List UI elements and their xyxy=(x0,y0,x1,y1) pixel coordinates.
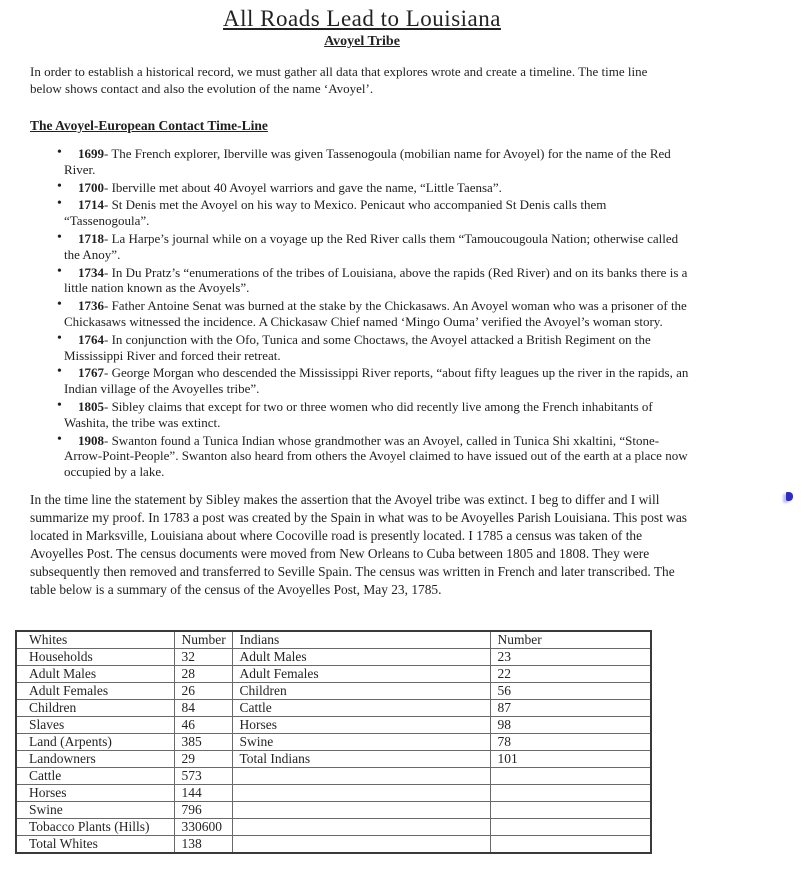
timeline-year: 1700 xyxy=(78,179,104,195)
timeline-item-1718 xyxy=(64,231,690,263)
timeline-year: 1734 xyxy=(78,264,104,280)
table-cell: 101 xyxy=(490,751,651,768)
table-cell: 573 xyxy=(174,768,232,785)
table-cell: Total Indians xyxy=(232,751,490,768)
table-row xyxy=(16,819,651,836)
table-row xyxy=(16,683,651,700)
timeline-item-1714 xyxy=(64,197,690,229)
timeline-text: - Sibley claims that except for two or three women who did recently live among the French inhabitants of Washita, the tribe was extinct. xyxy=(64,398,653,430)
page-title: All Roads Lead to Louisiana xyxy=(223,6,501,31)
title-block xyxy=(0,6,724,50)
timeline-text: - St Denis met the Avoyel on his way to Mexico. Penicaut who accompanied St Denis calls them “Tassenogoula”. xyxy=(64,197,607,229)
table-cell: 29 xyxy=(174,751,232,768)
table-row xyxy=(16,717,651,734)
table-cell xyxy=(490,836,651,854)
timeline-list xyxy=(0,146,690,482)
table-cell: Adult Females xyxy=(232,666,490,683)
table-cell: Adult Males xyxy=(16,666,174,683)
table-cell xyxy=(490,785,651,802)
table-row xyxy=(16,751,651,768)
timeline-year: 1908 xyxy=(78,432,104,448)
table-cell: 138 xyxy=(174,836,232,854)
table-row xyxy=(16,700,651,717)
table-cell: Swine xyxy=(232,734,490,751)
table-cell: 84 xyxy=(174,700,232,717)
table-cell: 26 xyxy=(174,683,232,700)
table-cell: 385 xyxy=(174,734,232,751)
table-cell: 78 xyxy=(490,734,651,751)
timeline-year: 1764 xyxy=(78,331,104,347)
timeline-item-1699 xyxy=(64,146,690,178)
column-header-indians: Indians xyxy=(232,631,490,649)
table-cell: Children xyxy=(232,683,490,700)
intro-paragraph: In order to establish a historical record, we must gather all data that explores wrote and create a timeline. The time line below shows contact and also the evolution of the name ‘Avoyel’. xyxy=(30,64,648,96)
table-cell: Total Whites xyxy=(16,836,174,854)
table-cell: 23 xyxy=(490,649,651,666)
table-cell: 28 xyxy=(174,666,232,683)
timeline-heading: The Avoyel-European Contact Time-Line xyxy=(30,118,268,133)
timeline-item-1736 xyxy=(64,298,690,330)
table-cell: Slaves xyxy=(16,717,174,734)
timeline-text: - In Du Pratz’s “enumerations of the tribes of Louisiana, above the rapids (Red River) and on its banks there is a little nation known as the Avoyels”. xyxy=(64,264,688,296)
timeline-year: 1767 xyxy=(78,365,104,381)
table-cell xyxy=(490,819,651,836)
table-cell: Adult Females xyxy=(16,683,174,700)
table-cell: 330600 xyxy=(174,819,232,836)
timeline-text: - Swanton found a Tunica Indian whose grandmother was an Avoyel, called in Tunica Shi xkaltini, “Stone-Arrow-Point-People”. Swanton also heard from others the Avoyel claimed to have issued out of the earth at a place now occupied by a lake. xyxy=(64,432,688,480)
table-cell: 46 xyxy=(174,717,232,734)
table-cell xyxy=(232,819,490,836)
table-cell: Cattle xyxy=(232,700,490,717)
timeline-item-1764 xyxy=(64,332,690,364)
table-cell: Tobacco Plants (Hills) xyxy=(16,819,174,836)
table-cell: 98 xyxy=(490,717,651,734)
table-cell: Horses xyxy=(16,785,174,802)
column-header-indians-number: Number xyxy=(490,631,651,649)
timeline-item-1908 xyxy=(64,433,690,480)
table-row xyxy=(16,802,651,819)
timeline-item-1767 xyxy=(64,365,690,397)
timeline-year: 1736 xyxy=(78,298,104,314)
timeline-text: - Father Antoine Senat was burned at the stake by the Chickasaws. An Avoyel woman who was a prisoner of the Chickasaws witnessed the incidence. A Chickasaw Chief named ‘Mingo Ouma’ verified the Avoyel’s woman story. xyxy=(64,298,687,329)
timeline-text: - The French explorer, Iberville was given Tassenogoula (mobilian name for Avoyel) for the name of the Red River. xyxy=(64,146,671,177)
table-cell: Land (Arpents) xyxy=(16,734,174,751)
timeline-year: 1699 xyxy=(78,146,104,161)
table-cell: 56 xyxy=(490,683,651,700)
timeline-item-1700 xyxy=(64,180,690,196)
table-row xyxy=(16,734,651,751)
blue-ink-mark xyxy=(786,492,793,501)
table-row xyxy=(16,836,651,854)
argument-paragraph: In the time line the statement by Sibley makes the assertion that the Avoyel tribe was extinct. I beg to differ and I will summarize my proof. In 1783 a post was created by the Spain in what was to be Avoyelles Parish Louisiana. This post was located in Marksville, Louisiana about where Cocoville road is presently located. I 1785 a census was taken of the Avoyelles Post. The census documents were moved from New Orleans to Cuba between 1805 and 1808. They were subsequently then removed and transferred to Seville Spain. The census was written in French and later transcribed. The table below is a summary of the census of the Avoyelles Post, May 23, 1785. xyxy=(30,492,688,597)
table-row xyxy=(16,666,651,683)
table-row xyxy=(16,649,651,666)
table-cell: Cattle xyxy=(16,768,174,785)
column-header-whites: Whites xyxy=(16,631,174,649)
table-cell xyxy=(232,768,490,785)
timeline-text: - George Morgan who descended the Mississippi River reports, “about fifty leagues up the river in the rapids, an Indian village of the Avoyelles tribe”. xyxy=(64,365,689,397)
column-header-whites-number: Number xyxy=(174,631,232,649)
timeline-year: 1718 xyxy=(78,230,104,246)
page-subtitle: Avoyel Tribe xyxy=(324,34,400,49)
table-cell xyxy=(232,785,490,802)
table-cell: Adult Males xyxy=(232,649,490,666)
table-header-row xyxy=(16,631,651,649)
table-cell xyxy=(490,802,651,819)
table-cell: Children xyxy=(16,700,174,717)
timeline-text: - La Harpe’s journal while on a voyage up the Red River calls them “Tamoucougoula Nation; otherwise called the Anoy”. xyxy=(64,230,679,262)
timeline-item-1805 xyxy=(64,399,690,431)
table-cell: Swine xyxy=(16,802,174,819)
timeline-year: 1714 xyxy=(78,197,104,213)
table-row xyxy=(16,768,651,785)
timeline-text: - Iberville met about 40 Avoyel warriors and gave the name, “Little Taensa”. xyxy=(104,179,502,195)
table-cell xyxy=(490,768,651,785)
table-cell: 32 xyxy=(174,649,232,666)
table-cell xyxy=(232,836,490,854)
table-row xyxy=(16,785,651,802)
table-cell: 22 xyxy=(490,666,651,683)
table-cell: Horses xyxy=(232,717,490,734)
table-cell: 144 xyxy=(174,785,232,802)
table-cell: Landowners xyxy=(16,751,174,768)
table-cell: 87 xyxy=(490,700,651,717)
table-cell: Households xyxy=(16,649,174,666)
table-cell: 796 xyxy=(174,802,232,819)
timeline-year: 1805 xyxy=(78,398,104,414)
timeline-item-1734 xyxy=(64,265,690,297)
table-cell xyxy=(232,802,490,819)
timeline-text: - In conjunction with the Ofo, Tunica and some Choctaws, the Avoyel attacked a British Regiment on the Mississippi River and forced their retreat. xyxy=(64,331,651,363)
census-table xyxy=(15,630,652,854)
